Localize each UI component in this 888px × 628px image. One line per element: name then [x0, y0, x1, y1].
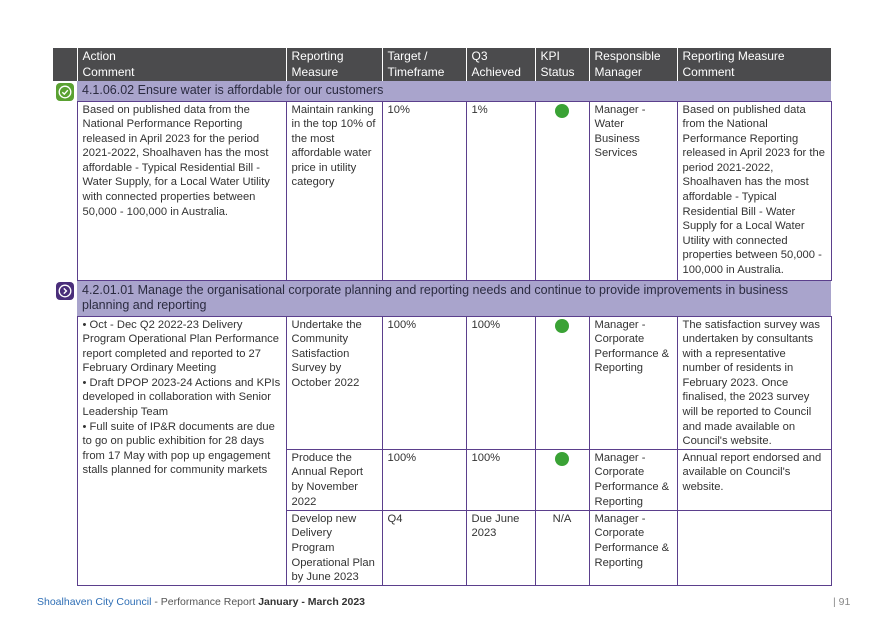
status-green-dot [555, 452, 569, 466]
section-row [53, 81, 831, 101]
comment-bullet: • Draft DPOP 2023-24 Actions and KPIs developed in collaboration with Senior Leadership Team [82, 376, 281, 419]
header-icon-cell [53, 48, 77, 81]
header-q3-achieved: Q3 Achieved [466, 48, 535, 81]
achieved: 100% [466, 449, 535, 510]
target: 100% [382, 316, 466, 449]
kpi-status [535, 101, 589, 280]
target: Q4 [382, 510, 466, 585]
responsible-manager: Manager - Corporate Performance & Reporting [589, 316, 677, 449]
section-icon-cell [53, 280, 77, 316]
kpi-status: N/A [535, 510, 589, 585]
kpi-status [535, 449, 589, 510]
header-responsible-manager: Responsible Manager [589, 48, 677, 81]
header-reporting-measure-comment: Reporting Measure Comment [677, 48, 831, 81]
measure-comment: Annual report endorsed and available on Council's website. [677, 449, 831, 510]
measure-comment: The satisfaction survey was undertaken by consultants with a representative number of residents in February 2023. Once finalised, the 2023 survey will be reported to Council and made available on Council's website. [677, 316, 831, 449]
check-circle-icon [56, 83, 74, 101]
table-row [53, 101, 831, 280]
table-row [53, 316, 831, 449]
footer-separator: - Performance Report [151, 596, 259, 608]
comment-bullet: • Full suite of IP&R documents are due to go on public exhibition for 28 days from 17 May with pop up engagement stalls planned for community markets [82, 420, 275, 477]
status-green-dot [555, 319, 569, 333]
section-row [53, 280, 831, 316]
reporting-measure: Undertake the Community Satisfaction Survey by October 2022 [286, 316, 382, 449]
kpi-status [535, 316, 589, 449]
reporting-measure: Develop new Delivery Program Operational Plan by June 2023 [286, 510, 382, 585]
page-footer [37, 596, 365, 608]
chevron-right-circle-icon [56, 282, 74, 300]
performance-table [53, 48, 832, 586]
achieved: Due June 2023 [466, 510, 535, 585]
comment-bullet: • Oct - Dec Q2 2022-23 Delivery Program Operational Plan Performance report completed and reported to 27 February Ordinary Meeting [82, 318, 279, 375]
section-title: 4.2.01.01 Manage the organisational corporate planning and reporting needs and continue to provide improvements in business planning and reporting [77, 280, 831, 316]
target: 100% [382, 449, 466, 510]
reporting-measure: Produce the Annual Report by November 2022 [286, 449, 382, 510]
responsible-manager: Manager - Corporate Performance & Reporting [589, 510, 677, 585]
performance-table-container [53, 48, 831, 586]
action-comment [77, 316, 286, 585]
achieved: 1% [466, 101, 535, 280]
achieved: 100% [466, 316, 535, 449]
section-icon-cell [53, 81, 77, 101]
reporting-measure: Maintain ranking in the top 10% of the most affordable water price in utility category [286, 101, 382, 280]
status-green-dot [555, 104, 569, 118]
footer-org: Shoalhaven City Council [37, 596, 152, 608]
target: 10% [382, 101, 466, 280]
header-reporting-measure: Reporting Measure [286, 48, 382, 81]
page-number: | 91 [833, 596, 851, 608]
footer-period: January - March 2023 [258, 596, 366, 608]
measure-comment [677, 510, 831, 585]
action-comment: Based on published data from the National Performance Reporting released in April 2023 for the period 2021-2022, Shoalhaven has the most affordable - Typical Residential Bill - Water Supply, for a Local Water Utility with connected properties between 50,000 - 100,000 in Australia. [77, 101, 286, 280]
section-title: 4.1.06.02 Ensure water is affordable for our customers [77, 81, 831, 101]
header-action-comment: Action Comment [77, 48, 286, 81]
measure-comment: Based on published data from the National Performance Reporting released in April 2023 for the period 2021-2022, Shoalhaven has the most affordable - Typical Residential Bill - Water Supply for a Local Water Utility with connected properties between 50,000 - 100,000 in Australia. [677, 101, 831, 280]
header-target-timeframe: Target / Timeframe [382, 48, 466, 81]
header-kpi-status: KPI Status [535, 48, 589, 81]
table-header-row [53, 48, 831, 81]
responsible-manager: Manager - Corporate Performance & Reporting [589, 449, 677, 510]
responsible-manager: Manager - Water Business Services [589, 101, 677, 280]
